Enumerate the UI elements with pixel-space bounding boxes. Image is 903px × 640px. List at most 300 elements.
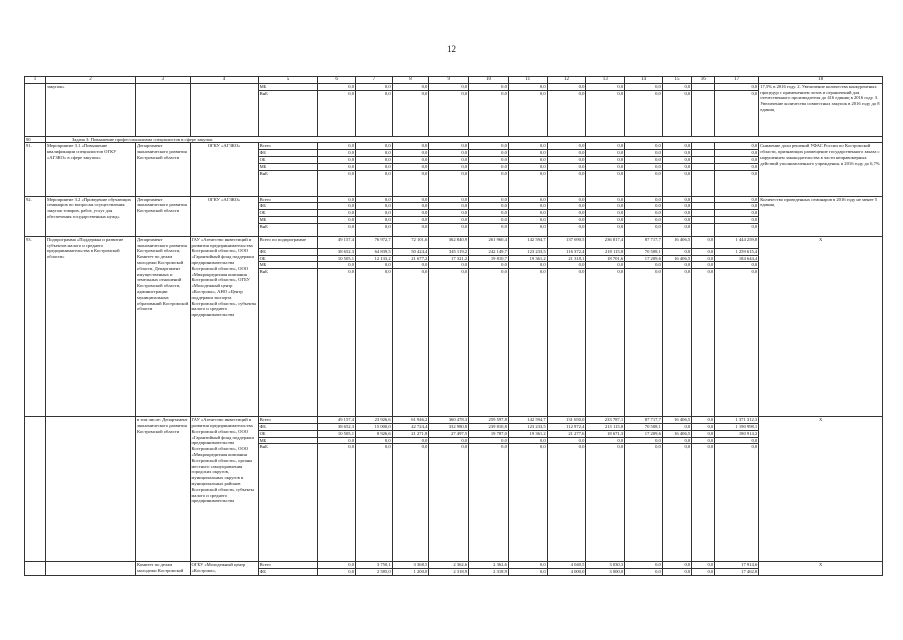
value-cell: 0,0 (392, 150, 429, 157)
value-cell: 0,0 (429, 170, 469, 196)
value-cell (692, 143, 715, 150)
expected-result: Количество проведенных семинаров в 2016 году не менее 5 единиц (759, 196, 883, 236)
value-cell: 10 505,1 (318, 255, 356, 262)
fund-source: ОБ (258, 430, 318, 437)
value-cell: 18 671,3 (586, 430, 625, 437)
co-executor: Департамент экономического развития Костромской области (136, 196, 190, 236)
value-cell: 0,0 (586, 203, 625, 210)
value-cell: 72 101,6 (392, 236, 429, 248)
value-cell: 0,0 (318, 223, 356, 236)
value-cell: 0,0 (508, 437, 547, 444)
value-cell: 0,0 (662, 143, 691, 150)
header-cell: 16 (692, 77, 715, 84)
value-cell: 0,0 (662, 83, 691, 90)
value-cell: 0,0 (508, 269, 547, 417)
value-cell: 0,0 (318, 269, 356, 417)
value-cell: 0,0 (625, 143, 663, 150)
item-name: закупок» (45, 83, 135, 136)
value-cell: 0,0 (625, 156, 663, 163)
value-cell: 70 508,1 (625, 248, 663, 255)
value-cell: 2 318,9 (469, 569, 509, 576)
header-cell: 1 (25, 77, 46, 84)
value-cell: 76 972,7 (356, 236, 393, 248)
co-executor: Департамент экономического развития Костромской области (136, 143, 190, 196)
value-cell: 0,0 (547, 90, 586, 136)
value-cell: 0,0 (356, 170, 393, 196)
value-cell: 4 040,5 (547, 562, 586, 569)
value-cell: 0,0 (469, 170, 509, 196)
value-cell: 0,0 (547, 143, 586, 150)
value-cell: 0,0 (469, 196, 509, 203)
value-cell: 0,0 (547, 83, 586, 90)
total-cell: 184 644,4 (715, 255, 759, 262)
value-cell: 0,0 (318, 569, 356, 576)
value-cell: 87 717,7 (625, 236, 663, 248)
measure-row (25, 143, 883, 150)
value-cell: 0,0 (586, 437, 625, 444)
row-number: 91. (25, 143, 46, 196)
value-cell: 2 585,0 (356, 569, 393, 576)
value-cell: 4 000,0 (547, 569, 586, 576)
value-cell: 49 157,4 (318, 417, 356, 424)
value-cell: 0,0 (392, 143, 429, 150)
value-cell: 0,0 (392, 223, 429, 236)
value-cell: 0,0 (662, 196, 691, 203)
total-cell: 17 914,6 (715, 562, 759, 569)
value-cell: 0,0 (318, 437, 356, 444)
value-cell: 0,0 (356, 269, 393, 417)
value-cell: 42 724,4 (392, 423, 429, 430)
total-cell: 0,0 (715, 196, 759, 203)
header-cell: 9 (429, 77, 469, 84)
header-cell: 15 (662, 77, 691, 84)
total-cell: 0,0 (715, 437, 759, 444)
measure-row (25, 196, 883, 203)
value-cell: 0,0 (625, 163, 663, 170)
total-cell: 0,0 (715, 210, 759, 217)
value-cell: 0,0 (356, 437, 393, 444)
value-cell: 3 030,3 (586, 562, 625, 569)
fund-source: ОБ (258, 255, 318, 262)
value-cell: 21 318,1 (547, 255, 586, 262)
value-cell (692, 203, 715, 210)
value-cell: 0,0 (586, 196, 625, 203)
value-cell: 0,0 (625, 437, 663, 444)
value-cell: 0,0 (662, 562, 691, 569)
value-cell: 0,0 (508, 216, 547, 223)
total-cell: 0,0 (715, 143, 759, 150)
sub-executor-row (25, 417, 883, 424)
total-cell: 0,0 (715, 150, 759, 157)
sub-executor-row (25, 562, 883, 569)
value-cell: 0,0 (318, 444, 356, 562)
value-cell: 0,0 (469, 216, 509, 223)
value-cell: 0,0 (586, 83, 625, 90)
total-cell: 0,0 (715, 170, 759, 196)
value-cell: 0,0 (586, 150, 625, 157)
value-cell: 0,0 (392, 203, 429, 210)
value-cell: 0,0 (625, 223, 663, 236)
value-cell: 19 361,2 (508, 255, 547, 262)
row-number: 93. (25, 236, 46, 416)
value-cell: 236 817,4 (586, 236, 625, 248)
value-cell: 0,0 (508, 150, 547, 157)
value-cell (692, 163, 715, 170)
value-cell: 0,0 (356, 203, 393, 210)
value-cell: 16 406,5 (662, 236, 691, 248)
value-cell: 64 839,5 (356, 248, 393, 255)
fund-source: Всего (258, 562, 318, 569)
value-cell: 142 594,7 (508, 236, 547, 248)
value-cell: 0,0 (392, 210, 429, 217)
value-cell: 0,0 (692, 437, 715, 444)
value-cell (692, 210, 715, 217)
value-cell: 0,0 (508, 90, 547, 136)
value-cell: 0,0 (508, 203, 547, 210)
value-cell: 0,0 (356, 196, 393, 203)
value-cell: 362 840,9 (429, 236, 469, 248)
value-cell: 0,0 (392, 216, 429, 223)
value-cell: 0,0 (469, 262, 509, 269)
header-cell: 11 (508, 77, 547, 84)
value-cell: 0,0 (508, 156, 547, 163)
value-cell: 38 652,3 (318, 423, 356, 430)
value-cell: 0,0 (356, 223, 393, 236)
value-cell: 142 594,7 (508, 417, 547, 424)
fund-source: ВнБ (258, 223, 318, 236)
fund-source: ВнБ (258, 170, 318, 196)
value-cell: 0,0 (318, 150, 356, 157)
value-cell: 0,0 (318, 156, 356, 163)
value-cell: 0,0 (625, 262, 663, 269)
item-name: Мероприятие 3.1 «Повышение квалификации специалистов ОГКУ «АГЗКО» в сфере закупок» (45, 143, 135, 196)
value-cell: 0,0 (508, 170, 547, 196)
header-cell: 14 (625, 77, 663, 84)
co-executor (136, 83, 190, 136)
fund-source: ФБ (258, 203, 318, 210)
total-cell: 1 190 998,1 (715, 423, 759, 430)
value-cell: 17 209,6 (625, 430, 663, 437)
value-cell: 0,0 (625, 83, 663, 90)
item-name: Мероприятие 3.2 «Проведение обучающих семинаров по вопросам осуществления закупок товаров, работ, услуг для обеспечения государственных нужд» (45, 196, 135, 236)
total-cell: 0,0 (715, 163, 759, 170)
expected-result: Х (759, 236, 883, 416)
value-cell: 0,0 (429, 262, 469, 269)
total-cell: 0,0 (715, 269, 759, 417)
value-cell: 0,0 (586, 143, 625, 150)
value-cell: 123 233,5 (508, 248, 547, 255)
value-cell: 0,0 (318, 216, 356, 223)
value-cell: 0,0 (586, 223, 625, 236)
fund-source: ВнБ (258, 444, 318, 562)
value-cell: 0,0 (547, 170, 586, 196)
value-cell: 0,0 (469, 210, 509, 217)
value-cell: 0,0 (429, 203, 469, 210)
value-cell: 131 650,0 (547, 417, 586, 424)
value-cell: 0,0 (547, 163, 586, 170)
value-cell: 0,0 (318, 203, 356, 210)
value-cell: 0,0 (692, 236, 715, 248)
value-cell: 0,0 (547, 262, 586, 269)
executor: ОГКУ «АГЗКО» (190, 143, 258, 196)
value-cell: 0,0 (547, 196, 586, 203)
header-cell: 18 (759, 77, 883, 84)
value-cell: 12 133,2 (356, 255, 393, 262)
value-cell (692, 150, 715, 157)
total-cell: 0,0 (715, 444, 759, 562)
row-number (25, 83, 46, 136)
executor: ОГБУ «Молодежный центр «Кострома», (190, 562, 258, 576)
item-name: Подпрограмма «Поддержка и развитие субъектов малого и среднего предпринимательства в Костромской области» (45, 236, 135, 416)
page-number: 12 (447, 44, 456, 54)
fund-source: Всего по подпрограмме (258, 236, 318, 248)
header-cell: 3 (136, 77, 190, 84)
value-cell: 261 960,4 (469, 236, 509, 248)
value-cell: 0,0 (625, 203, 663, 210)
value-cell: 0,0 (429, 156, 469, 163)
value-cell (692, 83, 715, 90)
value-cell: 0,0 (586, 163, 625, 170)
value-cell: 112 972,4 (547, 423, 586, 430)
total-cell: 0,0 (715, 203, 759, 210)
value-cell: 0,0 (318, 90, 356, 136)
total-cell: 0,0 (715, 83, 759, 90)
value-cell (692, 196, 715, 203)
value-cell: 0,0 (318, 83, 356, 90)
expected-result: Х (759, 562, 883, 576)
value-cell: 0,0 (625, 210, 663, 217)
value-cell: 0,0 (692, 417, 715, 424)
value-cell: 0,0 (508, 143, 547, 150)
value-cell: 0,0 (429, 150, 469, 157)
value-cell: 0,0 (318, 143, 356, 150)
executor: ГАУ «Агентство инвестиций и развития предпринимательства Костромской области», ООО «Гарантийный фонд поддержки предпринимательства Костромской области», ООО «Микрокредитная компания Костромской области», органы местного самоуправления городских округов, муниципальных округов и муниципальных районов Костромской области, субъекты малого и среднего предпринимательства (190, 417, 258, 562)
value-cell: 0,0 (429, 210, 469, 217)
value-cell: 0,0 (625, 216, 663, 223)
fund-source: Всего (258, 196, 318, 203)
value-cell: 0,0 (692, 562, 715, 569)
value-cell: 0,0 (662, 248, 691, 255)
value-cell: 0,0 (356, 262, 393, 269)
value-cell: 0,0 (586, 216, 625, 223)
value-cell: 0,0 (392, 156, 429, 163)
header-cell: 12 (547, 77, 586, 84)
total-cell: 17 462,8 (715, 569, 759, 576)
value-cell: 0,0 (469, 223, 509, 236)
row-number (25, 562, 46, 576)
header-cell: 17 (715, 77, 759, 84)
header-cell: 8 (392, 77, 429, 84)
value-cell: 360 478,3 (429, 417, 469, 424)
value-cell: 0,0 (508, 163, 547, 170)
value-cell: 0,0 (508, 196, 547, 203)
value-cell: 38 652,3 (318, 248, 356, 255)
value-cell: 3 750,1 (356, 562, 393, 569)
value-cell: 10 505,1 (318, 430, 356, 437)
value-cell: 0,0 (429, 269, 469, 417)
value-cell: 19 787,0 (469, 430, 509, 437)
value-cell: 17 209,6 (625, 255, 663, 262)
value-cell: 15 000,0 (356, 423, 393, 430)
fund-source: МБ (258, 437, 318, 444)
value-cell: 0,0 (356, 210, 393, 217)
value-cell: 0,0 (356, 156, 393, 163)
value-cell: 0,0 (692, 423, 715, 430)
value-cell: 0,0 (356, 216, 393, 223)
fund-source: МБ (258, 163, 318, 170)
task-row (25, 136, 883, 143)
row-number (25, 417, 46, 562)
item-name (45, 562, 135, 576)
value-cell: 123 233,5 (508, 423, 547, 430)
value-cell: 0,0 (692, 430, 715, 437)
expected-result: Снижение доли решений УФАС России по Костромской области, признающих размещение государственного заказа с нарушением законодательства в части неправомерных действий уполномоченного учреждения, в 2016 году до 6,7% (759, 143, 883, 196)
total-cell: 0,0 (715, 156, 759, 163)
value-cell: 0,0 (392, 444, 429, 562)
value-cell: 0,0 (392, 437, 429, 444)
value-cell: 0,0 (547, 150, 586, 157)
value-cell: 0,0 (318, 196, 356, 203)
fund-source: МБ (258, 83, 318, 90)
value-cell: 0,0 (392, 83, 429, 90)
value-cell: 116 372,4 (547, 248, 586, 255)
value-cell: 2 318,9 (429, 569, 469, 576)
value-cell: 0,0 (429, 444, 469, 562)
value-cell: 0,0 (547, 223, 586, 236)
fund-source: ВнБ (258, 269, 318, 417)
value-cell: 0,0 (508, 569, 547, 576)
value-cell (692, 216, 715, 223)
total-cell: 1 444 259,8 (715, 236, 759, 248)
value-cell: 0,0 (429, 437, 469, 444)
value-cell: 0,0 (662, 150, 691, 157)
executor: ГАУ «Агентство инвестиций и развития предпринимательства Костромской области», ООО «Гарантийный фонд поддержки предпринимательства Костромской области», ООО «Микрокредитная компания Костромской области», ОГБУ «Молодежный центр «Кострома», АНО «Центр поддержки экспорта Костромской области», субъекты малого и среднего предпринимательства (190, 236, 258, 416)
fund-source: МБ (258, 216, 318, 223)
value-cell: 0,0 (318, 163, 356, 170)
header-cell: 13 (586, 77, 625, 84)
value-cell: 50 424,4 (392, 248, 429, 255)
value-cell: 0,0 (662, 569, 691, 576)
value-cell: 0,0 (392, 262, 429, 269)
total-cell: 0,0 (715, 90, 759, 136)
value-cell: 259 597,8 (469, 417, 509, 424)
value-cell: 218 115,8 (586, 248, 625, 255)
value-cell: 61 946,2 (392, 417, 429, 424)
value-cell: 0,0 (356, 444, 393, 562)
fund-source: ОБ (258, 210, 318, 217)
fund-source: ФБ (258, 248, 318, 255)
fund-source: ФБ (258, 423, 318, 430)
value-cell: 0,0 (356, 163, 393, 170)
value-cell: 70 508,1 (625, 423, 663, 430)
value-cell: 0,0 (662, 423, 691, 430)
value-cell: 0,0 (508, 562, 547, 569)
header-cell: 6 (318, 77, 356, 84)
value-cell: 21 677,2 (392, 255, 429, 262)
value-cell: 0,0 (547, 437, 586, 444)
co-executor: в том числе: Департамент экономического развития Костромской области (136, 417, 190, 562)
column-number-row (25, 77, 883, 84)
value-cell: 0,0 (625, 90, 663, 136)
value-cell: 0,0 (662, 163, 691, 170)
value-cell: 0,0 (469, 143, 509, 150)
value-cell: 0,0 (586, 90, 625, 136)
value-cell: 0,0 (547, 210, 586, 217)
value-cell: 0,0 (662, 437, 691, 444)
value-cell: 0,0 (625, 562, 663, 569)
value-cell: 0,0 (392, 170, 429, 196)
value-cell: 1 200,0 (392, 569, 429, 576)
value-cell: 0,0 (662, 216, 691, 223)
value-cell: 0,0 (469, 203, 509, 210)
value-cell: 0,0 (392, 163, 429, 170)
value-cell: 19 810,7 (469, 255, 509, 262)
task-heading: Задача 3: Повышение профессионализма специалистов в сфере закупок (45, 136, 882, 143)
value-cell: 0,0 (429, 90, 469, 136)
value-cell: 0,0 (508, 444, 547, 562)
executor (190, 83, 258, 136)
value-cell (692, 156, 715, 163)
value-cell: 0,0 (392, 90, 429, 136)
fund-source: МБ (258, 262, 318, 269)
value-cell: 0,0 (356, 143, 393, 150)
value-cell: 0,0 (469, 156, 509, 163)
program-table (24, 76, 883, 576)
expected-result: 17,5% в 2016 году. 2. Увеличение количества конкурентных процедур с применением лотов и ограничений для отечественного производителя до 416 единиц в 2016 году. 3. Увеличение количества совместных закупок в 2016 году до 8 единиц (759, 83, 883, 136)
total-cell: 0,0 (715, 216, 759, 223)
value-cell: 0,0 (625, 269, 663, 417)
value-cell: 345 119,2 (429, 248, 469, 255)
row-number: 90 (25, 136, 46, 143)
value-cell: 21 271,8 (392, 430, 429, 437)
value-cell: 0,0 (547, 216, 586, 223)
value-cell: 0,0 (469, 437, 509, 444)
value-cell: 0,0 (625, 444, 663, 562)
value-cell: 0,0 (662, 444, 691, 562)
value-cell: 233 787,1 (586, 417, 625, 424)
value-cell: 0,0 (318, 210, 356, 217)
header-cell: 10 (469, 77, 509, 84)
value-cell: 0,0 (662, 156, 691, 163)
header-cell: 7 (356, 77, 393, 84)
value-cell: 0,0 (469, 90, 509, 136)
value-cell: 0,0 (508, 83, 547, 90)
continuation-row (25, 83, 883, 90)
value-cell: 27 497,5 (429, 430, 469, 437)
value-cell: 0,0 (625, 150, 663, 157)
value-cell: 0,0 (469, 150, 509, 157)
value-cell: 0,0 (356, 90, 393, 136)
value-cell: 16 406,5 (662, 430, 691, 437)
item-name (45, 417, 135, 562)
value-cell: 0,0 (429, 223, 469, 236)
value-cell: 0,0 (662, 223, 691, 236)
total-cell: 180 914,2 (715, 430, 759, 437)
value-cell: 49 157,4 (318, 236, 356, 248)
value-cell: 3 000,0 (586, 569, 625, 576)
value-cell: 0,0 (392, 196, 429, 203)
value-cell: 0,0 (318, 262, 356, 269)
value-cell: 0,0 (469, 269, 509, 417)
fund-source: Всего (258, 417, 318, 424)
value-cell: 0,0 (586, 262, 625, 269)
row-number: 92. (25, 196, 46, 236)
value-cell: 18 701,6 (586, 255, 625, 262)
value-cell: 332 980,8 (429, 423, 469, 430)
value-cell: 23 926,6 (356, 417, 393, 424)
value-cell: 0,0 (586, 156, 625, 163)
fund-source: ФБ (258, 150, 318, 157)
